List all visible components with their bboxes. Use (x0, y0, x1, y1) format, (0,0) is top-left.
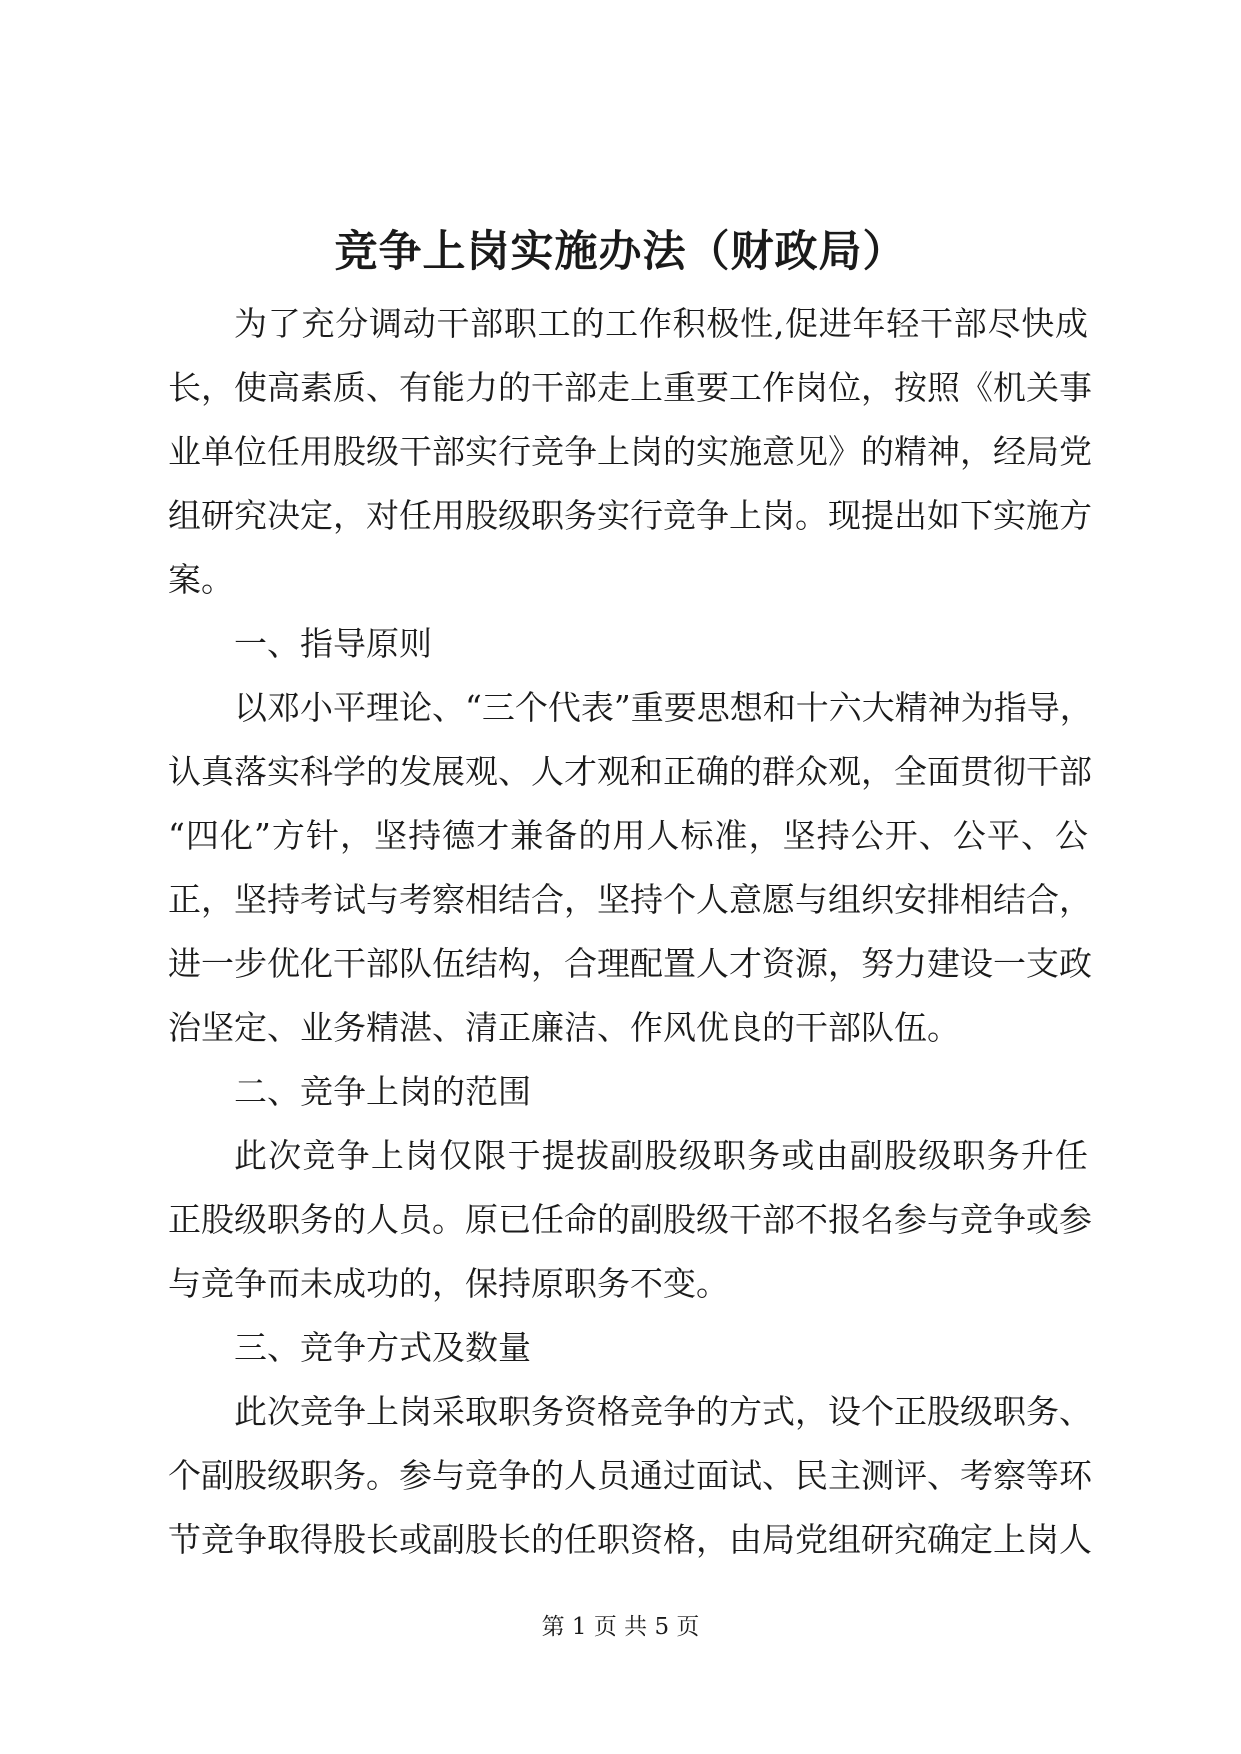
text-line: 以邓小平理论、“三个代表”重要思想和十六大精神为指导， (234, 688, 1093, 727)
text-line: 正，坚持考试与考察相结合，坚持个人意愿与组织安排相结合， (168, 880, 1092, 919)
text-line: 治坚定、业务精湛、清正廉洁、作风优良的干部队伍。 (168, 1008, 960, 1047)
text-line: 进一步优化干部队伍结构，合理配置人才资源，努力建设一支政 (168, 944, 1092, 983)
document-title: 竞争上岗实施办法（财政局） (334, 227, 907, 277)
page-number-footer: 第 1 页 共 5 页 (541, 1614, 700, 1640)
text-line: 三、竞争方式及数量 (234, 1328, 531, 1367)
text-line: 案。 (168, 560, 234, 599)
text-line: 此次竞争上岗仅限于提拔副股级职务或由副股级职务升任 (234, 1136, 1088, 1175)
text-line: 认真落实科学的发展观、人才观和正确的群众观，全面贯彻干部 (168, 752, 1092, 791)
text-line: 正股级职务的人员。原已任命的副股级干部不报名参与竞争或参 (168, 1200, 1092, 1239)
text-line: 节竞争取得股长或副股长的任职资格，由局党组研究确定上岗人 (168, 1520, 1092, 1559)
text-line: 二、竞争上岗的范围 (234, 1072, 531, 1111)
document-body (168, 292, 1093, 1572)
text-line: 此次竞争上岗采取职务资格竞争的方式，设个正股级职务、 (234, 1392, 1092, 1431)
text-line: 个副股级职务。参与竞争的人员通过面试、民主测评、考察等环 (168, 1456, 1092, 1495)
text-line: 业单位任用股级干部实行竞争上岗的实施意见》的精神，经局党 (168, 432, 1092, 471)
text-line: “四化”方针，坚持德才兼备的用人标准，坚持公开、公平、公 (168, 816, 1088, 855)
text-line: 长，使高素质、有能力的干部走上重要工作岗位，按照《机关事 (168, 368, 1092, 407)
text-line: 组研究决定，对任用股级职务实行竞争上岗。现提出如下实施方 (168, 496, 1092, 535)
text-line: 为了充分调动干部职工的工作积极性,促进年轻干部尽快成 (234, 304, 1088, 343)
text-line: 一、指导原则 (234, 624, 432, 663)
text-line: 与竞争而未成功的，保持原职务不变。 (168, 1264, 729, 1303)
